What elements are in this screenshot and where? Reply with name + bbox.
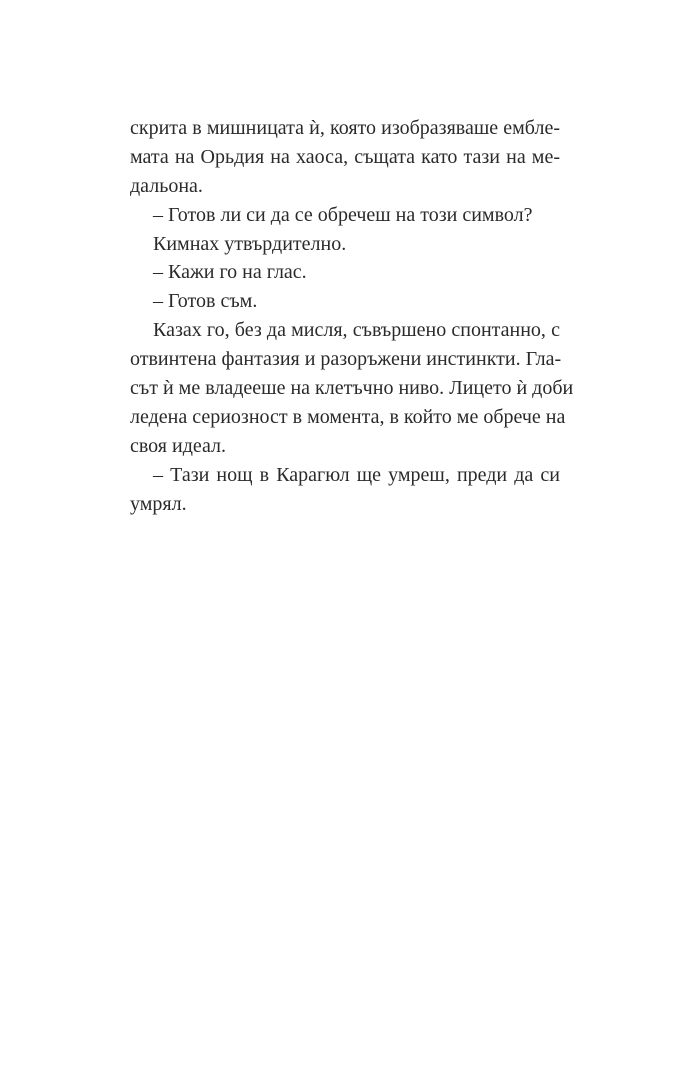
text-line: ледена сериозност в момента, в който ме обрече на xyxy=(130,405,566,428)
text-line: Казах го, без да мисля, съвършено спонтанно, с xyxy=(153,319,560,342)
text-line: отвинтена фантазия и разоръжени инстинкти. Гла- xyxy=(130,348,562,371)
dialogue-line: – Кажи го на глас. xyxy=(153,261,307,284)
dialogue-line: – Тази нощ в Карагюл ще умреш, преди да си xyxy=(153,463,560,486)
dialogue-line: – Готов ли си да се обречеш на този символ? xyxy=(153,203,533,226)
text-line: умрял. xyxy=(130,492,187,515)
text-line: дальона. xyxy=(130,174,203,197)
text-line: скрита в мишницата ѝ, която изобразяваше емблe- xyxy=(130,117,560,139)
body-text xyxy=(130,114,574,518)
dialogue-line: – Готов съм. xyxy=(153,290,258,313)
text-line: Кимнах утвърдително. xyxy=(153,232,347,255)
text-line: мата на Орьдия на хаоса, същата като тази на ме- xyxy=(130,145,560,168)
text-line: сът ѝ ме владееше на клетъчно ниво. Лицето ѝ доби xyxy=(130,377,574,400)
text-line: своя идеал. xyxy=(130,434,227,457)
